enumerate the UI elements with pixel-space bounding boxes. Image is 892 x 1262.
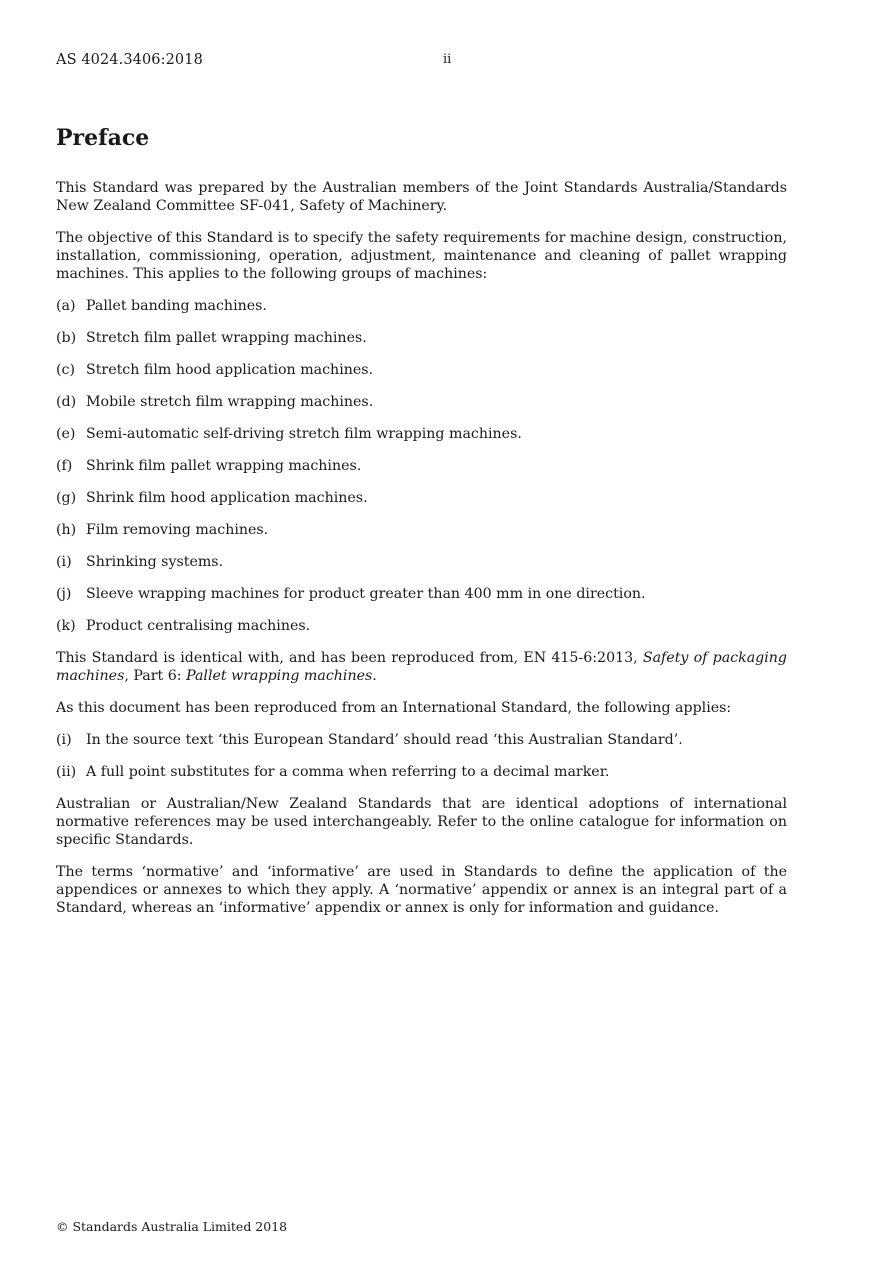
list-marker: (ii) (56, 764, 77, 780)
list-item (56, 361, 787, 379)
list-item-text: Stretch film pallet wrapping machines. (86, 330, 367, 346)
list-marker: (h) (56, 522, 77, 538)
identical-text-end: . (372, 668, 377, 684)
identical-title-italic: Safety of packaging machines (56, 650, 787, 684)
list-item (56, 425, 787, 443)
list-item (56, 553, 787, 571)
list-item-text: A full point substitutes for a comma when referring to a decimal marker. (86, 764, 610, 780)
page-title: Preface (56, 125, 150, 151)
copyright-notice: © Standards Australia Limited 2018 (56, 1219, 288, 1234)
list-item-text: Film removing machines. (86, 522, 269, 538)
identical-text-mid: , Part 6: (124, 668, 187, 684)
list-item (56, 297, 787, 315)
list-marker: (c) (56, 362, 76, 378)
identical-text-pre: This Standard is identical with, and has been reproduced from, EN 415-6:2013, (56, 650, 643, 666)
list-marker: (j) (56, 586, 72, 602)
list-item-text: Mobile stretch film wrapping machines. (86, 394, 374, 410)
list-item (56, 617, 787, 635)
list-item-text: Stretch film hood application machines. (86, 362, 374, 378)
list-item (56, 393, 787, 411)
identical-part-italic: Pallet wrapping machines (186, 668, 373, 684)
machine-list (56, 297, 787, 635)
page-number: ii (443, 52, 452, 67)
list-item (56, 489, 787, 507)
list-item-text: In the source text ‘this European Standard’ should read ‘this Australian Standard’. (86, 732, 683, 748)
list-marker: (d) (56, 394, 77, 410)
list-item-text: Semi-automatic self-driving stretch film wrapping machines. (86, 426, 522, 442)
list-item (56, 763, 787, 781)
list-marker: (g) (56, 490, 77, 506)
list-item-text: Pallet banding machines. (86, 298, 267, 314)
list-marker: (b) (56, 330, 77, 346)
paragraph-committee: This Standard was prepared by the Australian members of the Joint Standards Australia/Standards New Zealand Committee SF-041, Safety of Machinery. (56, 180, 787, 214)
page-content (56, 120, 787, 931)
list-marker: (f) (56, 458, 73, 474)
list-marker: (e) (56, 426, 76, 442)
list-item-text: Shrinking systems. (86, 554, 224, 570)
list-item-text: Product centralising machines. (86, 618, 311, 634)
list-marker: (i) (56, 554, 72, 570)
list-item (56, 521, 787, 539)
list-item (56, 585, 787, 603)
list-marker: (a) (56, 298, 76, 314)
list-marker: (k) (56, 618, 76, 634)
list-item (56, 731, 787, 749)
list-marker: (i) (56, 732, 72, 748)
applies-list (56, 731, 787, 781)
paragraph-references: Australian or Australian/New Zealand Standards that are identical adoptions of international normative references may be used interchangeably. Refer to the online catalogue for information on specific Standards. (56, 796, 787, 848)
paragraph-identical (56, 649, 787, 685)
paragraph-normative: The terms ‘normative’ and ‘informative’ are used in Standards to define the application of the appendices or annexes to which they apply. A ‘normative’ appendix or annex is an integral part of a Standard, whereas an ‘informative’ appendix or annex is only for information and guidance. (56, 864, 787, 916)
list-item-text: Shrink film hood application machines. (86, 490, 368, 506)
list-item-text: Sleeve wrapping machines for product greater than 400 mm in one direction. (86, 586, 646, 602)
paragraph-applies: As this document has been reproduced from an International Standard, the following applies: (56, 700, 732, 716)
document-id: AS 4024.3406:2018 (56, 52, 203, 68)
paragraph-objective: The objective of this Standard is to specify the safety requirements for machine design, construction, installation, commissioning, operation, adjustment, maintenance and cleaning of pallet wrapping machines. This applies to the following groups of machines: (56, 230, 787, 282)
list-item-text: Shrink film pallet wrapping machines. (86, 458, 362, 474)
list-item (56, 329, 787, 347)
list-item (56, 457, 787, 475)
